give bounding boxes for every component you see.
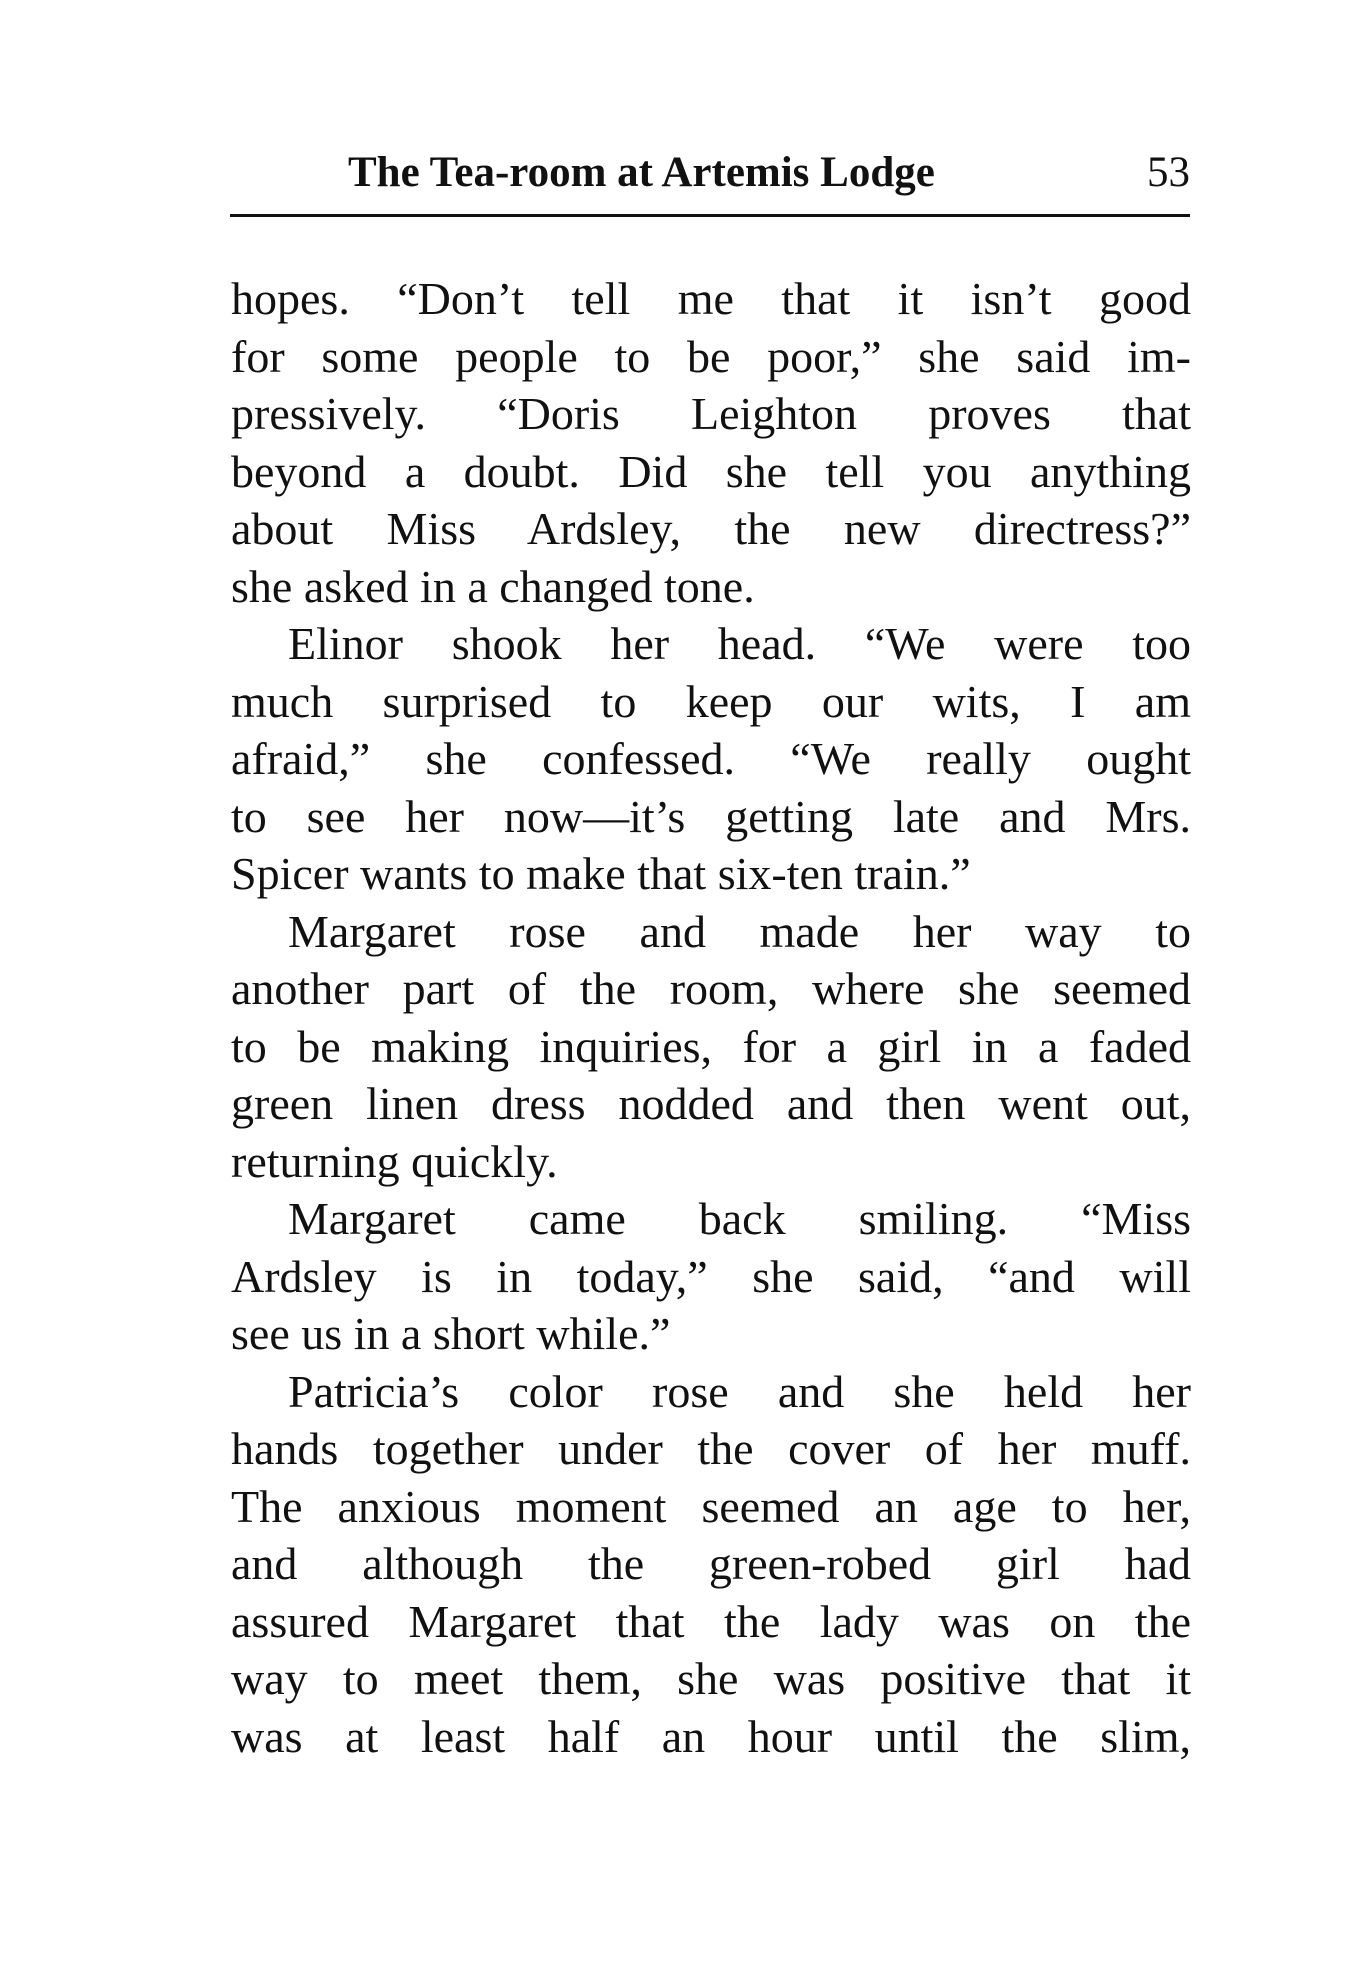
text-line: afraid,” she confessed. “We really ought [231, 733, 1191, 784]
text-line: pressively. “Doris Leighton proves that [231, 388, 1191, 439]
page-number: 53 [1147, 149, 1190, 196]
running-head [230, 148, 1190, 198]
text-line: hopes. “Don’t tell me that it isn’t good [231, 273, 1191, 324]
text-line: beyond a doubt. Did she tell you anything [231, 445, 1191, 497]
text-line: and although the green-robed girl had [231, 1538, 1191, 1589]
text-line: Patricia’s color rose and she held her [288, 1365, 1191, 1417]
body-text [231, 270, 1191, 1765]
text-line: way to meet them, she was positive that it [231, 1653, 1191, 1704]
chapter-title: The Tea-room at Artemis Lodge [348, 149, 935, 196]
text-line: returning quickly. [231, 1135, 558, 1187]
text-line: hands together under the cover of her muff. [231, 1423, 1191, 1474]
text-line: Margaret rose and made her way to [288, 905, 1191, 957]
paragraph [231, 1190, 1191, 1363]
text-line: for some people to be poor,” she said im- [231, 330, 1191, 382]
text-line: assured Margaret that the lady was on the [231, 1595, 1191, 1647]
paragraph [231, 1363, 1191, 1766]
text-line: Margaret came back smiling. “Miss [288, 1193, 1191, 1244]
text-line: another part of the room, where she seemed [231, 963, 1191, 1014]
text-line: to be making inquiries, for a girl in a faded [231, 1020, 1191, 1072]
text-line: was at least half an hour until the slim, [231, 1710, 1191, 1762]
text-line: green linen dress nodded and then went out, [231, 1078, 1191, 1129]
paragraph [231, 270, 1191, 615]
text-line: The anxious moment seemed an age to her, [231, 1480, 1191, 1532]
text-line: much surprised to keep our wits, I am [231, 675, 1191, 727]
text-line: see us in a short while.” [231, 1308, 671, 1359]
text-line: Ardsley is in today,” she said, “and will [231, 1250, 1191, 1302]
text-line: Spicer wants to make that six-ten train.” [231, 848, 971, 899]
text-line: Elinor shook her head. “We were too [288, 618, 1191, 669]
paragraph [231, 903, 1191, 1191]
paragraph [231, 615, 1191, 903]
text-line: to see her now—it’s getting late and Mrs. [231, 790, 1191, 842]
text-line: she asked in a changed tone. [231, 560, 755, 612]
header-rule [230, 214, 1190, 217]
text-line: about Miss Ardsley, the new directress?” [231, 503, 1191, 554]
